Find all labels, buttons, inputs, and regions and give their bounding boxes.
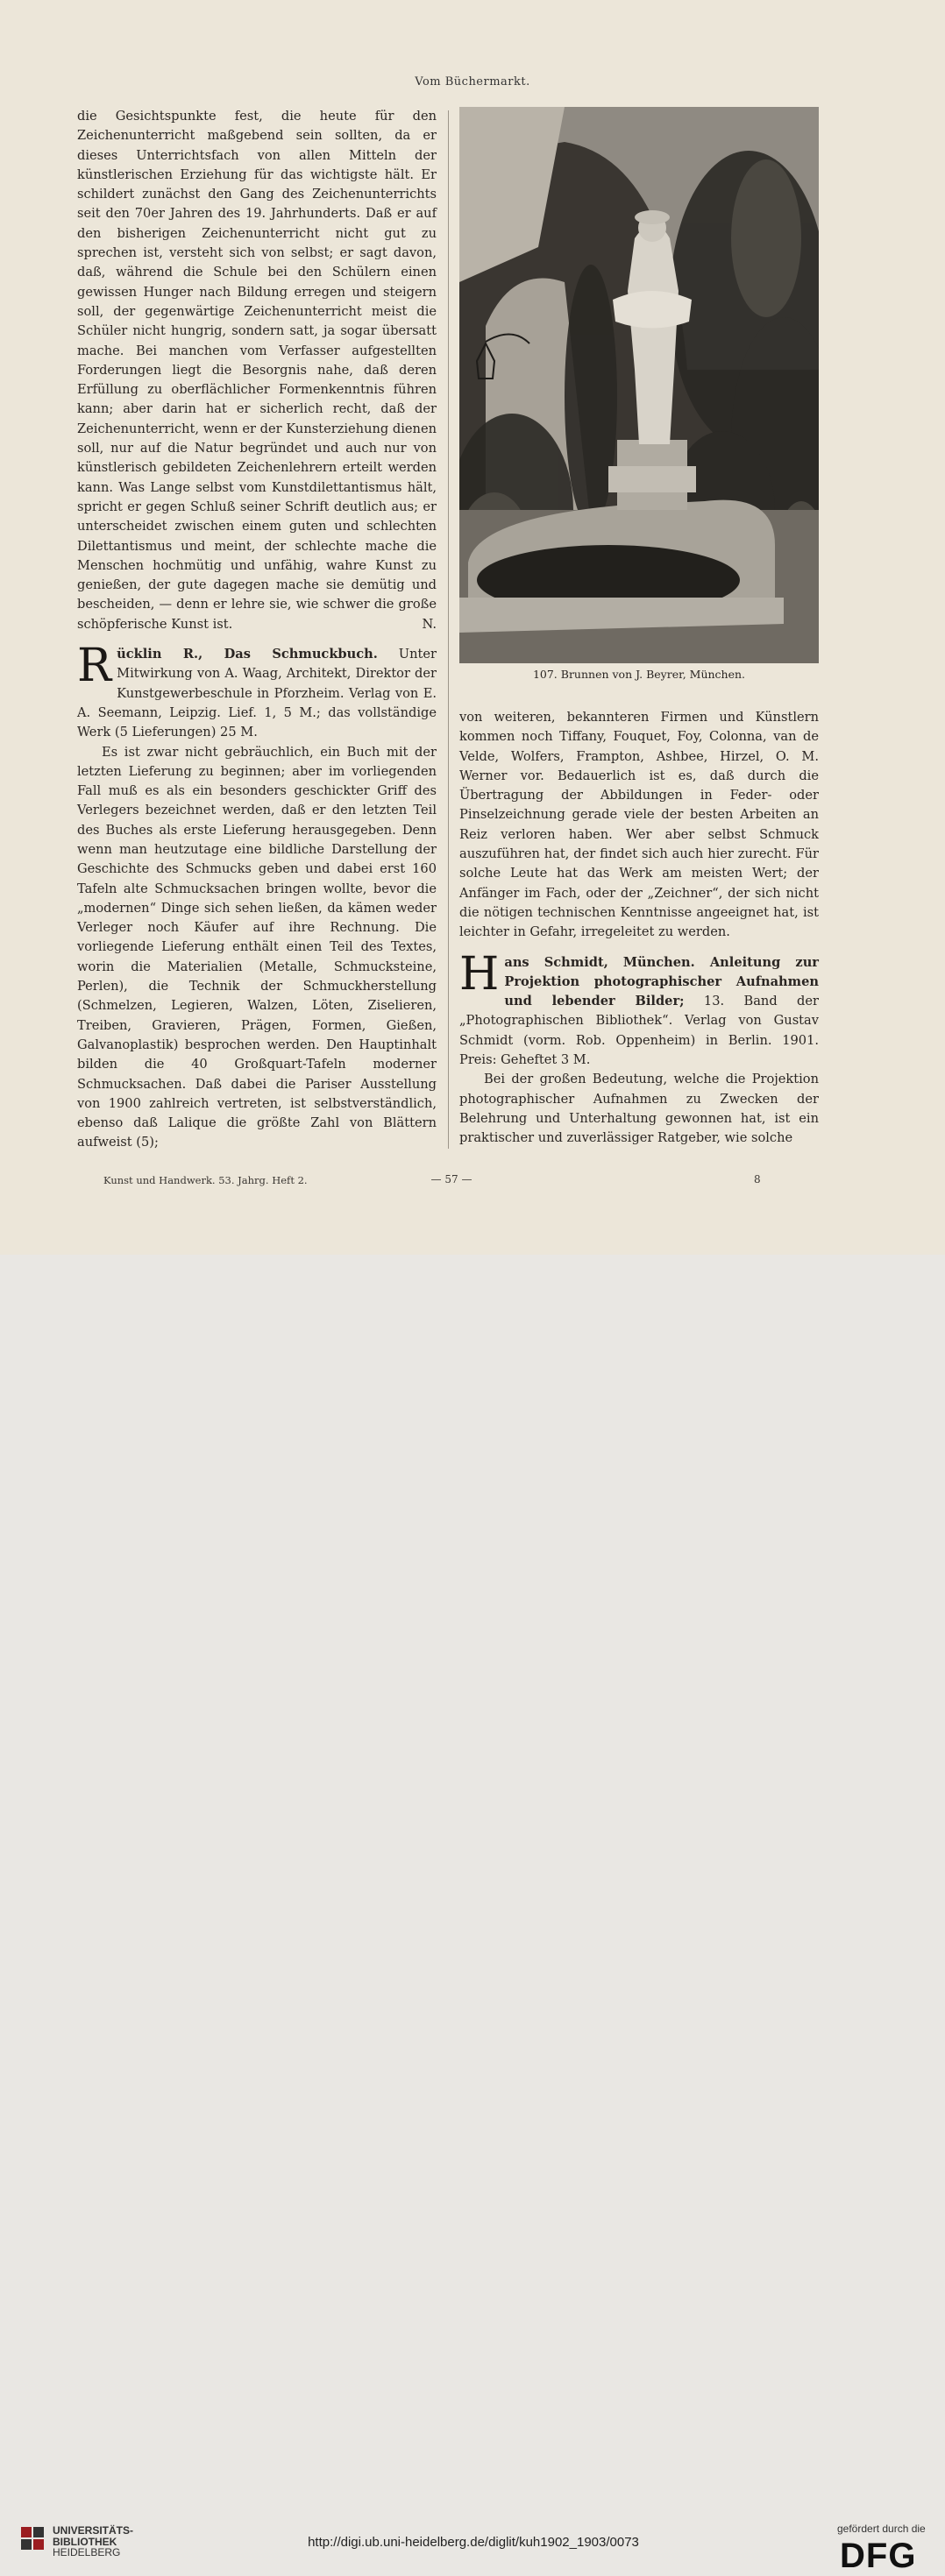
entry-body: Bei der großen Bedeutung, welche die Projektion photographischer Aufnahmen zu Zwecken der Belehrung und Unterhaltung gewonnen hat, ist ein praktischer und zuverlässiger Ratgeber, wie solche <box>459 1072 819 1146</box>
right-column <box>459 708 819 1149</box>
university-library-logo-icon <box>19 2523 46 2558</box>
library-name: UNIVERSITÄTS- BIBLIOTHEK HEIDELBERG <box>53 2524 134 2558</box>
page-number: — 57 — <box>430 1173 472 1185</box>
scanned-page <box>0 0 945 1255</box>
review-text: die Gesichtspunkte fest, die heute für den Zeichenunterricht maßgebend sein sollten, da er dieses Unterrichtsfach von allen Mitteln der künstlerischen Erziehung für das wichtigste hält. Er schildert zunächst den Gang des Zeichenunterrichts seit den 70er Jahren des 19. Jahrhunderts. Daß er auf den bisherigen Zeichenunterricht nicht gut zu sprechen ist, versteht sich von selbst; er sagt davon, daß, während die Schule bei den Schülern einen gewissen Hunger nach Bildung erregen und steigern soll, der gegenwärtige Zeichenunterricht meist die Schüler nicht hungrig, sondern satt, ja sogar übersatt mache. Bei manchen vom Verfasser aufgestellten Forderungen liegt die Besorgnis nahe, daß deren Erfüllung zu oberflächlicher Formenkenntnis führen kann; aber darin hat er sicherlich recht, daß der Zeichenunterricht, wenn er der Kunsterziehung dienen soll, nur auf die Natur begründet und auch nur von künstlerisch gebildeten Zeichenlehrern erteilt werden kann. Was Lange selbst vom Kunstdilettantismus hält, spricht er gegen Schluß seiner Schrift deutlich aus; er unterscheidet zwischen einem guten und schlechten Dilettantismus und meint, der schlechte mache die Menschen hochmütig und unfähig, wahre Kunst zu genießen, der gute dagegen mache sie demütig und bescheiden, — denn er lehre sie, wie schwer die große schöpferische Kunst ist. <box>77 109 437 632</box>
drop-cap: R <box>77 640 112 693</box>
fountain-illustration <box>459 107 819 663</box>
entry-details: Unter Mitwirkung von A. Waag, Architekt, Direktor der Kunstgewerbeschule in Pforzheim. Verlag von E. A. Seemann, Leipzig. Lief. 1, 5 M.; das vollständige Werk (5 Lieferungen) 25 M. <box>77 647 437 740</box>
entry-body: Es ist zwar nicht gebräuchlich, ein Buch mit der letzten Lieferung zu beginnen; aber im vorliegenden Fall muß es als ein besonders geschickter Griff des Verlegers bezeichnet werden, daß er den letzten Teil des Buches als erste Lieferung herausgegeben. Denn wenn man heutzutage eine bildliche Darstellung der Geschichte des Schmucks geben und dabei erst 160 Tafeln alte Schmucksachen bringen wollte, bevor die „modernen“ Dinge sich sehen ließen, da kämen weder Verleger noch Käufer auf ihre Rechnung. Die vorliegende Lieferung enthält einen Teil des Textes, worin die Materialien (Metalle, Schmucksteine, Perlen), die Technik der Schmuckherstellung (Schmelzen, Legieren, Walzen, Löten, Ziselieren, Treiben, Gravieren, Prägen, Formen, Gießen, Galvanoplastik) besprochen werden. Den Hauptinhalt bilden die 40 Großquart-Tafeln moderner Schmucksachen. Daß dabei die Pariser Ausstellung von 1900 zahlreich vertreten, ist selbstverständlich, ebenso daß Lalique die größte Zahl von Blättern aufweist (5); <box>77 744 437 1150</box>
dfg-logo: DFG <box>840 2537 917 2575</box>
entry-heading: ans Schmidt, München. Anleitung zur Projektion photographischer Aufnahmen und lebender Bilder; <box>504 954 819 1009</box>
running-title: Vom Büchermarkt. <box>415 75 530 88</box>
entry-heading: ücklin R., Das Schmuckbuch. <box>117 647 378 662</box>
viewer-footer <box>0 1255 945 2575</box>
entry-schmuckbuch <box>77 640 437 742</box>
review-signature: N. <box>422 616 437 632</box>
entry-details: 13. Band der „Photographischen Bibliothek“. Verlag von Gustav Schmidt (vorm. Rob. Oppenheim) in Berlin. 1901. Preis: Geheftet 3 M. <box>459 994 819 1068</box>
review-paragraph <box>77 107 437 634</box>
journal-footer: Kunst und Handwerk. 53. Jahrg. Heft 2. <box>103 1174 308 1186</box>
funding-label: gefördert durch die <box>837 2523 926 2535</box>
column-divider <box>448 110 449 1149</box>
entry-projektion <box>459 947 819 1071</box>
signature-mark: 8 <box>754 1173 761 1185</box>
permalink-url[interactable]: http://digi.ub.uni-heidelberg.de/diglit/kuh1902_1903/0073 <box>308 2535 639 2550</box>
fountain-photo <box>459 107 819 663</box>
left-column <box>77 107 437 1153</box>
drop-cap: H <box>459 947 500 1001</box>
figure-caption: 107. Brunnen von J. Beyrer, München. <box>532 668 746 681</box>
continued-paragraph: von weiteren, bekannteren Firmen und Künstlern kommen noch Tiffany, Fouquet, Foy, Colonna, van de Velde, Wolfers, Frampton, Ashbee, Hirzel, O. M. Werner vor. Bedauerlich ist es, daß durch die Übertragung der Abbildungen in Feder- oder Pinselzeichnung gerade viele der besten Arbeiten an Reiz verloren haben. Wer aber selbst Schmuck auszuführen hat, der findet sich auch hier zurecht. Für solche Leute hat das Werk am meisten Wert; der Anfänger im Fach, oder der „Zeichner“, der sich nicht die nötigen technischen Kenntnisse angeeignet hat, ist leichter in Gefahr, irregeleitet zu werden. <box>459 710 819 940</box>
